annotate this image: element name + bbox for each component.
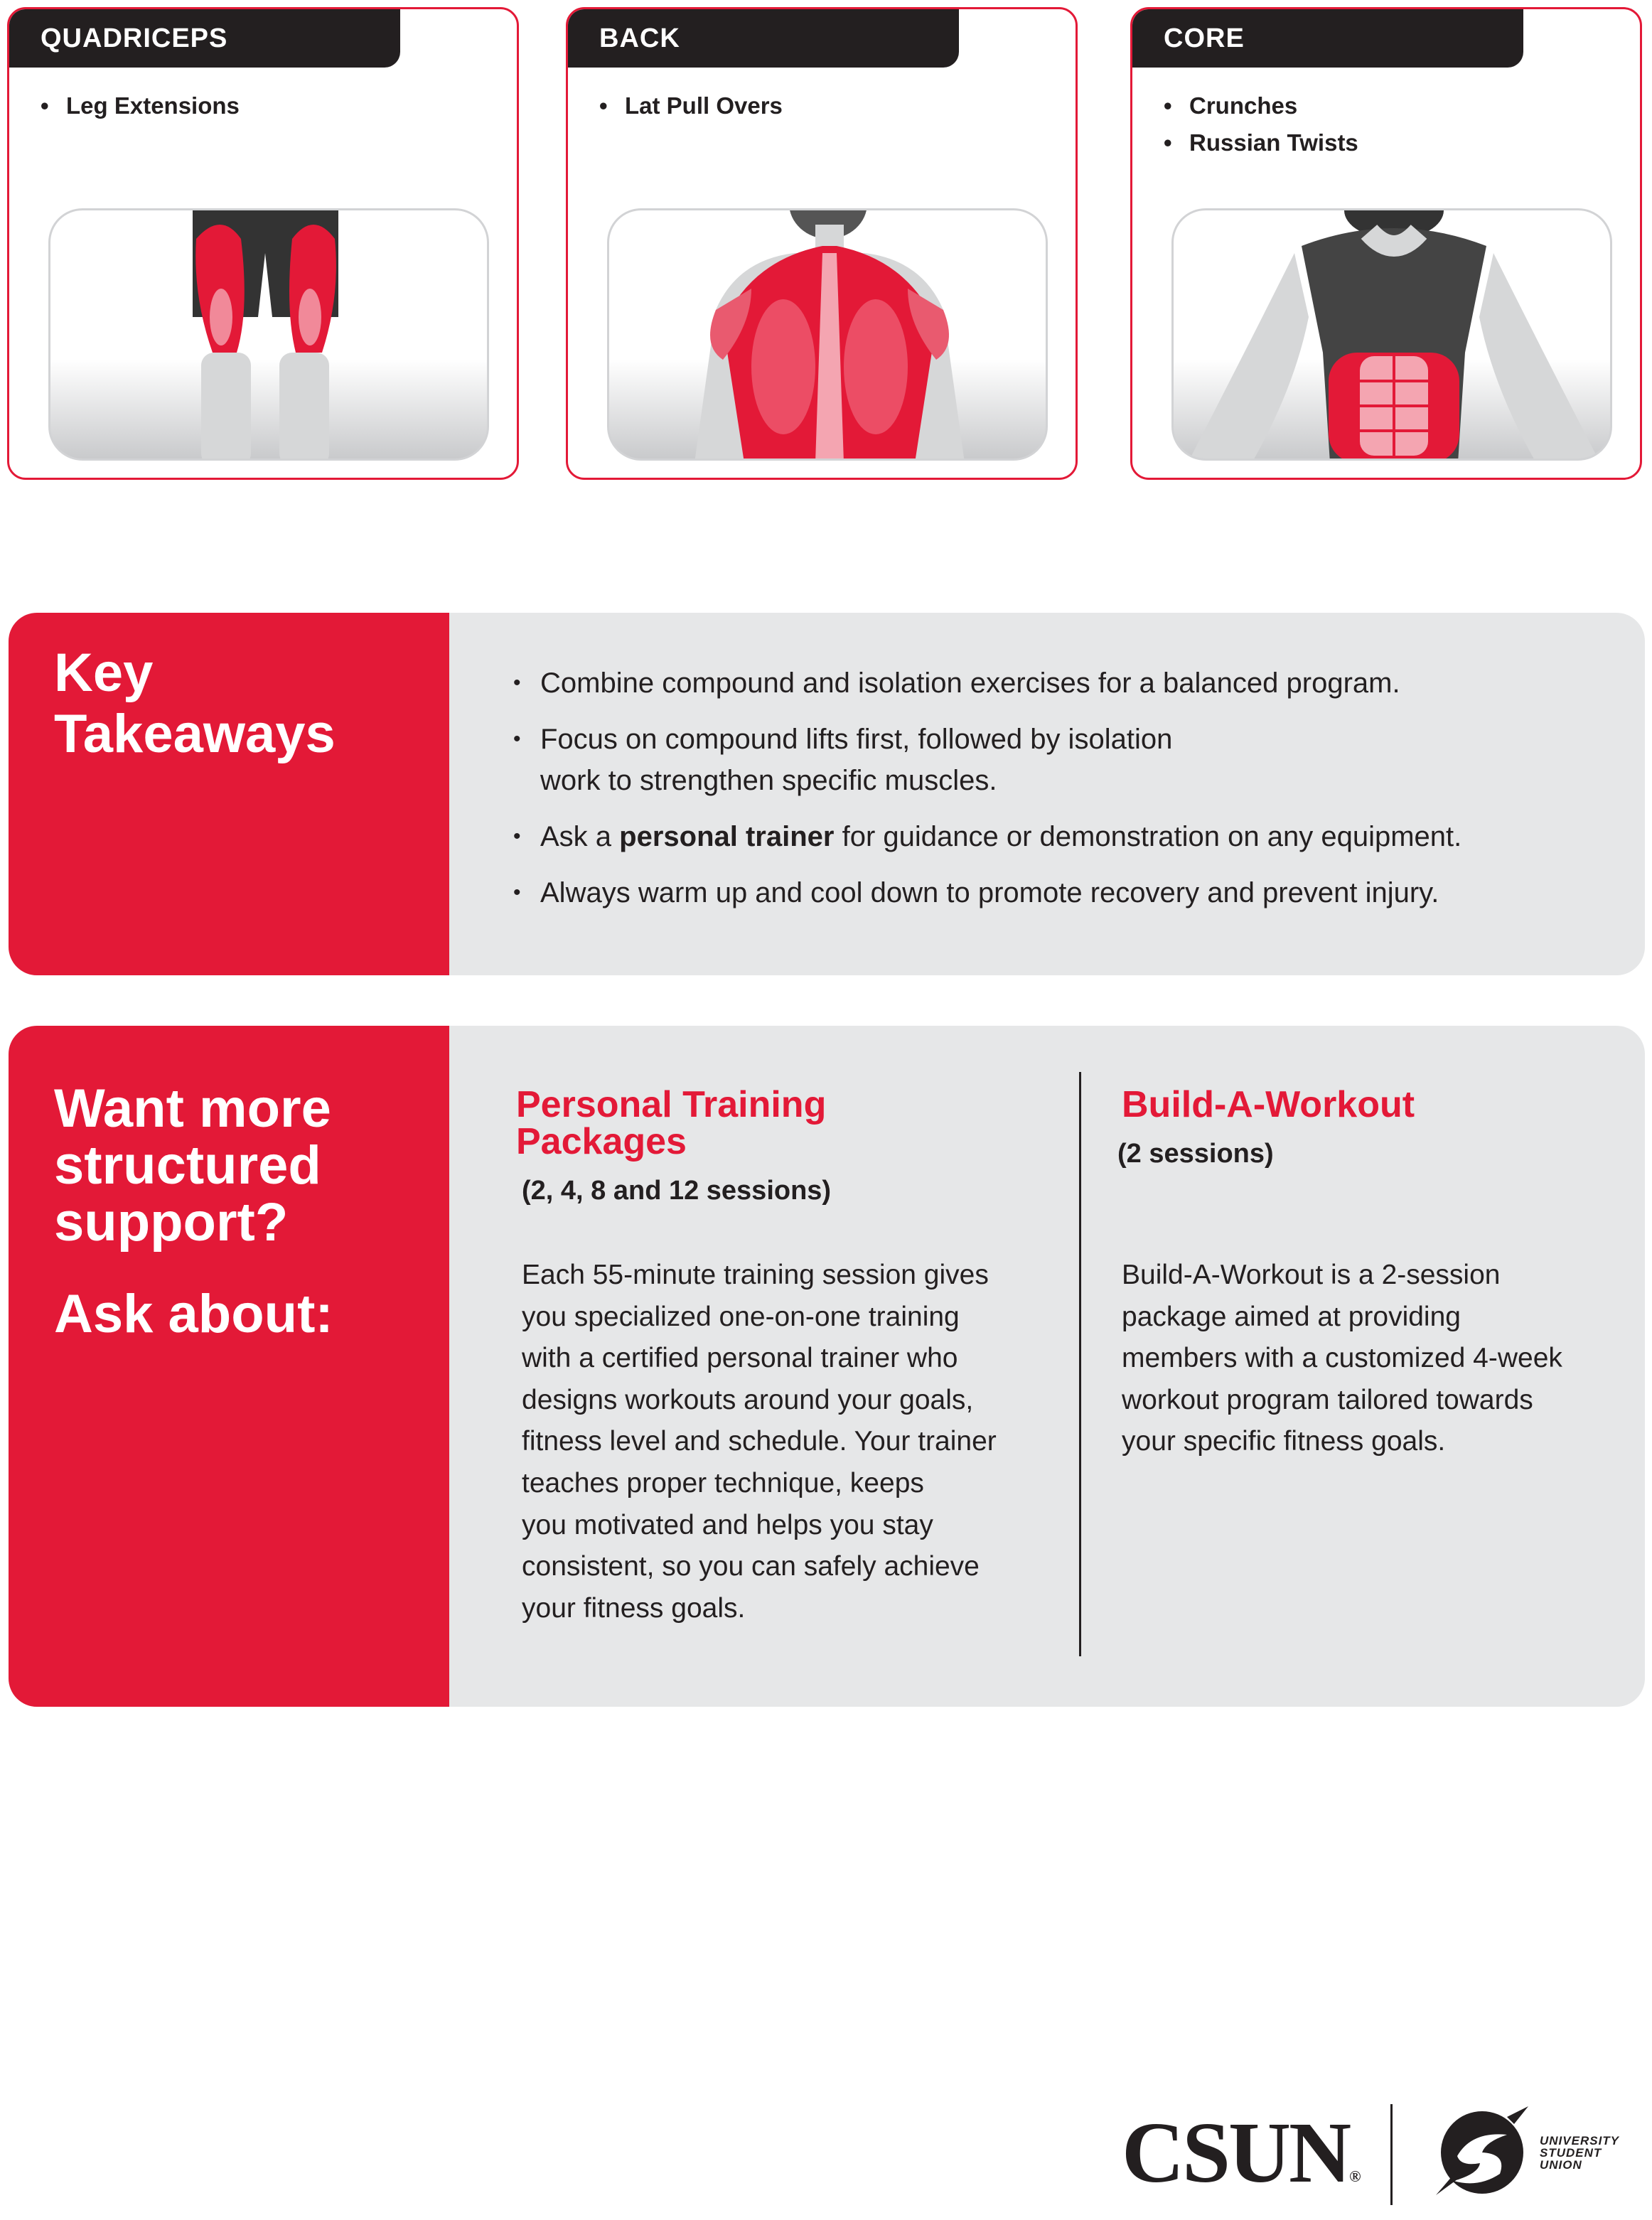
exercise-item: • Lat Pull Overs <box>599 87 783 124</box>
build-a-workout-title: Build-A-Workout <box>1122 1084 1415 1125</box>
logo-divider <box>1390 2104 1393 2205</box>
body-line: you motivated and helps you stay <box>522 1509 933 1540</box>
body-line: package aimed at providing <box>1122 1301 1461 1332</box>
takeaway-item <box>513 719 1622 801</box>
body-line: your specific fitness goals. <box>1122 1426 1446 1457</box>
personal-training-sessions: (2, 4, 8 and 12 sessions) <box>522 1176 832 1206</box>
key-takeaways-heading <box>54 643 336 765</box>
core-illustration <box>1171 208 1612 461</box>
takeaways-list <box>513 663 1622 928</box>
card-title: CORE <box>1132 9 1523 68</box>
personal-training-description <box>522 1255 997 1629</box>
body-line: Each 55-minute training session gives <box>522 1260 989 1290</box>
quadriceps-illustration <box>48 208 489 461</box>
exercise-item: • Russian Twists <box>1164 124 1358 161</box>
takeaway-item <box>513 663 1622 704</box>
exercise-list <box>599 87 783 124</box>
takeaway-item <box>513 872 1622 913</box>
card-core <box>1130 7 1642 480</box>
takeaway-text: Ask a <box>540 821 620 852</box>
build-a-workout-description <box>1122 1255 1562 1463</box>
card-back <box>566 7 1078 480</box>
exercise-item: • Leg Extensions <box>41 87 240 124</box>
csun-logo <box>1122 2105 1361 2220</box>
body-line: Build-A-Workout is a 2-session <box>1122 1260 1501 1290</box>
heading-line: Want more <box>54 1078 331 1139</box>
takeaway-text: Focus on compound lifts first, followed by isolation <box>540 724 1173 755</box>
heading-line: Takeaways <box>54 704 336 764</box>
registered-mark: ® <box>1349 2167 1361 2185</box>
usu-logo-text <box>1540 2135 1619 2171</box>
exercise-list <box>1164 87 1358 161</box>
card-title: QUADRICEPS <box>9 9 400 68</box>
personal-training-title <box>516 1086 826 1160</box>
body-line: fitness level and schedule. Your trainer <box>522 1426 997 1457</box>
usu-line: STUDENT <box>1540 2146 1602 2160</box>
csun-wordmark: CSUN <box>1122 2105 1350 2201</box>
card-title: BACK <box>568 9 959 68</box>
ask-about-heading: Ask about: <box>54 1284 333 1344</box>
body-line: workout program tailored towards <box>1122 1384 1533 1415</box>
takeaway-text: for guidance or demonstration on any equipment. <box>834 821 1462 852</box>
title-line: Personal Training <box>516 1084 827 1125</box>
title-line: Packages <box>516 1121 687 1162</box>
usu-line: UNIVERSITY <box>1540 2134 1620 2147</box>
body-line: designs workouts around your goals, <box>522 1384 974 1415</box>
back-illustration <box>607 208 1048 461</box>
body-line: you specialized one-on-one training <box>522 1301 960 1332</box>
heading-line: Key <box>54 643 154 703</box>
takeaway-bold: personal trainer <box>619 821 835 852</box>
build-a-workout-sessions: (2 sessions) <box>1117 1139 1274 1169</box>
takeaway-text: work to strengthen specific muscles. <box>540 765 997 796</box>
takeaway-text: Combine compound and isolation exercises for a balanced program. <box>540 667 1400 699</box>
card-quadriceps <box>7 7 519 480</box>
key-takeaways-panel <box>9 613 1645 975</box>
body-line: with a certified personal trainer who <box>522 1343 958 1374</box>
usu-line: UNION <box>1540 2158 1582 2172</box>
body-line: members with a customized 4-week <box>1122 1343 1562 1374</box>
exercise-item: • Crunches <box>1164 87 1358 124</box>
heading-line: support? <box>54 1192 289 1253</box>
body-line: your fitness goals. <box>522 1592 746 1624</box>
support-heading <box>54 1080 331 1251</box>
column-divider <box>1079 1072 1081 1656</box>
takeaway-item <box>513 816 1622 857</box>
body-line: teaches proper technique, keeps <box>522 1467 924 1498</box>
body-line: consistent, so you can safely achieve <box>522 1551 980 1582</box>
usu-logo-icon <box>1429 2103 1535 2206</box>
takeaway-text: Always warm up and cool down to promote recovery and prevent injury. <box>540 877 1439 908</box>
support-panel <box>9 1026 1645 1707</box>
heading-line: structured <box>54 1135 321 1196</box>
exercise-list <box>41 87 240 124</box>
